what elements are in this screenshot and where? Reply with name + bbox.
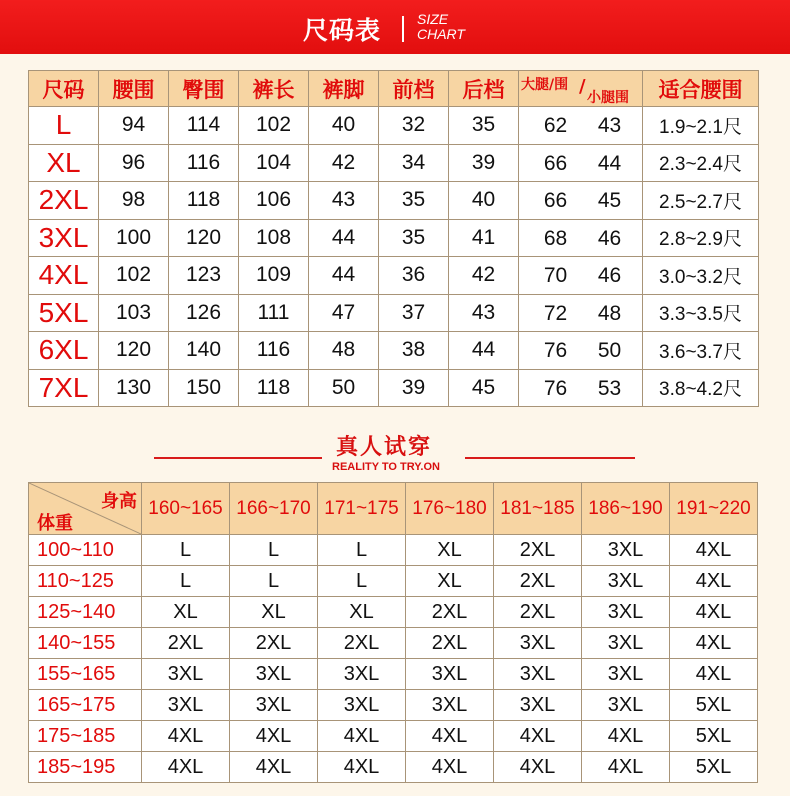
- recommended-size: L: [230, 566, 318, 597]
- recommended-size: 4XL: [670, 566, 758, 597]
- size-value: 102: [239, 107, 309, 145]
- size-value: 118: [239, 369, 309, 407]
- banner-title-en-line1: SIZE: [417, 11, 449, 27]
- recommended-size: 2XL: [494, 566, 582, 597]
- weight-range: 175~185: [29, 721, 142, 752]
- recommended-size: 2XL: [142, 628, 230, 659]
- header-thigh-slash: /: [579, 75, 586, 97]
- size-value: 42: [449, 257, 519, 295]
- fit-chart-body: [29, 535, 758, 783]
- fit-waist-value: 1.9~2.1尺: [643, 107, 759, 145]
- recommended-size: 3XL: [318, 659, 406, 690]
- recommended-size: 3XL: [230, 659, 318, 690]
- corner-height-label: 身高: [101, 491, 137, 511]
- size-value: 34: [379, 144, 449, 182]
- size-value: 103: [99, 294, 169, 332]
- thigh-value: 62: [543, 114, 568, 137]
- recommended-size: 3XL: [494, 628, 582, 659]
- calf-value: 53: [597, 376, 622, 400]
- size-value: 118: [169, 182, 239, 220]
- size-value: 116: [239, 332, 309, 370]
- recommended-size: 3XL: [582, 535, 670, 566]
- size-row: [29, 332, 759, 370]
- size-value: 38: [379, 332, 449, 370]
- recommended-size: L: [142, 535, 230, 566]
- recommended-size: 4XL: [494, 752, 582, 783]
- recommended-size: 2XL: [494, 597, 582, 628]
- recommended-size: 2XL: [318, 628, 406, 659]
- banner-title-en-line2: CHART: [417, 26, 465, 42]
- fit-row: [29, 659, 758, 690]
- size-chart-body: [29, 107, 759, 407]
- size-value: 102: [99, 257, 169, 295]
- size-label: 6XL: [29, 332, 99, 370]
- recommended-size: 3XL: [142, 659, 230, 690]
- calf-value: 46: [597, 264, 622, 287]
- size-row: [29, 294, 759, 332]
- recommended-size: 3XL: [582, 566, 670, 597]
- recommended-size: 3XL: [406, 659, 494, 690]
- header-hip: 臀围: [169, 71, 239, 107]
- fit-row: [29, 752, 758, 783]
- thigh-value: 72: [543, 301, 568, 325]
- fit-waist-value: 2.3~2.4尺: [643, 144, 759, 182]
- thigh-calf-cell: [519, 257, 643, 295]
- size-row: [29, 219, 759, 257]
- size-value: 40: [449, 182, 519, 220]
- fit-row: [29, 566, 758, 597]
- banner-separator: [402, 16, 404, 42]
- recommended-size: XL: [406, 535, 494, 566]
- thigh-calf-cell: [519, 107, 643, 145]
- fit-waist-value: 2.5~2.7尺: [643, 182, 759, 220]
- thigh-calf-cell: [519, 144, 643, 182]
- header-thigh: 大腿/围: [521, 76, 569, 93]
- recommended-size: 4XL: [142, 752, 230, 783]
- size-value: 140: [169, 332, 239, 370]
- thigh-calf-cell: [519, 332, 643, 370]
- recommended-size: 4XL: [318, 752, 406, 783]
- thigh-calf-cell: [519, 294, 643, 332]
- weight-range: 110~125: [29, 566, 142, 597]
- size-row: [29, 369, 759, 407]
- size-value: 43: [449, 294, 519, 332]
- size-value: 150: [169, 369, 239, 407]
- fit-row: [29, 535, 758, 566]
- divider-line-right: [465, 457, 635, 459]
- calf-value: 44: [597, 151, 622, 175]
- header-size: 尺码: [29, 71, 99, 107]
- thigh-value: 68: [543, 226, 568, 250]
- size-value: 32: [379, 107, 449, 145]
- size-row: [29, 144, 759, 182]
- recommended-size: 4XL: [670, 628, 758, 659]
- thigh-calf-cell: [519, 369, 643, 407]
- size-value: 100: [99, 219, 169, 257]
- recommended-size: 2XL: [230, 628, 318, 659]
- size-value: 48: [309, 332, 379, 370]
- calf-value: 46: [597, 226, 622, 250]
- recommended-size: XL: [318, 597, 406, 628]
- size-value: 111: [239, 294, 309, 332]
- size-value: 126: [169, 294, 239, 332]
- size-label: 3XL: [29, 219, 99, 257]
- size-value: 108: [239, 219, 309, 257]
- size-value: 45: [449, 369, 519, 407]
- size-label: 4XL: [29, 257, 99, 295]
- size-label: 2XL: [29, 182, 99, 220]
- size-value: 98: [99, 182, 169, 220]
- recommended-size: 4XL: [230, 721, 318, 752]
- fit-row: [29, 690, 758, 721]
- weight-range: 165~175: [29, 690, 142, 721]
- size-value: 40: [309, 107, 379, 145]
- recommended-size: XL: [142, 597, 230, 628]
- section-title-cn: 真人试穿: [336, 435, 433, 460]
- recommended-size: 4XL: [230, 752, 318, 783]
- recommended-size: L: [318, 535, 406, 566]
- recommended-size: 5XL: [670, 752, 758, 783]
- size-label: 7XL: [29, 369, 99, 407]
- height-range-header: 166~170: [230, 483, 318, 535]
- thigh-value: 76: [543, 376, 568, 400]
- size-value: 123: [169, 257, 239, 295]
- recommended-size: 3XL: [494, 690, 582, 721]
- header-leg-opening: 裤脚: [309, 71, 379, 107]
- recommended-size: XL: [406, 566, 494, 597]
- thigh-header-wrap: [519, 72, 642, 106]
- size-label: L: [29, 107, 99, 145]
- height-range-header: 160~165: [142, 483, 230, 535]
- size-value: 94: [99, 107, 169, 145]
- recommended-size: 4XL: [582, 752, 670, 783]
- fit-waist-value: 2.8~2.9尺: [643, 219, 759, 257]
- calf-value: 50: [597, 339, 622, 362]
- calf-value: 48: [597, 301, 622, 325]
- calf-value: 43: [597, 114, 622, 137]
- recommended-size: 4XL: [406, 752, 494, 783]
- size-value: 130: [99, 369, 169, 407]
- size-value: 50: [309, 369, 379, 407]
- size-value: 35: [379, 182, 449, 220]
- fit-waist-value: 3.0~3.2尺: [643, 257, 759, 295]
- height-range-header: 176~180: [406, 483, 494, 535]
- thigh-value: 76: [543, 339, 568, 362]
- header-calf: 小腿围: [587, 89, 629, 106]
- weight-range: 100~110: [29, 535, 142, 566]
- section-title-en: REALITY TO TRY.ON: [332, 461, 440, 473]
- fit-chart-header-row: [29, 483, 758, 535]
- weight-range: 155~165: [29, 659, 142, 690]
- fit-chart-table: [28, 482, 758, 783]
- fit-waist-value: 3.3~3.5尺: [643, 294, 759, 332]
- height-range-header: 191~220: [670, 483, 758, 535]
- recommended-size: 5XL: [670, 690, 758, 721]
- size-value: 35: [449, 107, 519, 145]
- recommended-size: 3XL: [318, 690, 406, 721]
- recommended-size: 3XL: [230, 690, 318, 721]
- recommended-size: 3XL: [494, 659, 582, 690]
- size-value: 43: [309, 182, 379, 220]
- recommended-size: 4XL: [670, 535, 758, 566]
- corner-weight-label: 体重: [37, 513, 73, 533]
- recommended-size: 4XL: [318, 721, 406, 752]
- divider-line-left: [154, 457, 322, 459]
- size-value: 96: [99, 144, 169, 182]
- recommended-size: L: [318, 566, 406, 597]
- fit-row: [29, 721, 758, 752]
- recommended-size: 4XL: [582, 721, 670, 752]
- size-value: 35: [379, 219, 449, 257]
- size-value: 44: [309, 219, 379, 257]
- size-value: 42: [309, 144, 379, 182]
- size-value: 39: [449, 144, 519, 182]
- size-chart-table: [28, 70, 759, 407]
- recommended-size: L: [142, 566, 230, 597]
- recommended-size: 4XL: [142, 721, 230, 752]
- size-value: 120: [99, 332, 169, 370]
- calf-value: 45: [597, 189, 622, 212]
- size-chart-header-row: [29, 71, 759, 107]
- recommended-size: 3XL: [582, 690, 670, 721]
- header-length: 裤长: [239, 71, 309, 107]
- recommended-size: L: [230, 535, 318, 566]
- recommended-size: 4XL: [406, 721, 494, 752]
- header-banner: [0, 0, 790, 54]
- height-range-header: 181~185: [494, 483, 582, 535]
- size-value: 41: [449, 219, 519, 257]
- corner-cell: [29, 483, 142, 535]
- size-value: 104: [239, 144, 309, 182]
- height-range-header: 171~175: [318, 483, 406, 535]
- size-value: 39: [379, 369, 449, 407]
- fit-waist-value: 3.6~3.7尺: [643, 332, 759, 370]
- fit-row: [29, 597, 758, 628]
- size-row: [29, 107, 759, 145]
- size-value: 116: [169, 144, 239, 182]
- thigh-calf-cell: [519, 219, 643, 257]
- header-waist: 腰围: [99, 71, 169, 107]
- size-value: 44: [309, 257, 379, 295]
- fit-row: [29, 628, 758, 659]
- recommended-size: 4XL: [670, 597, 758, 628]
- size-label: XL: [29, 144, 99, 182]
- recommended-size: 2XL: [406, 628, 494, 659]
- header-fit-waist: 适合腰围: [643, 71, 759, 107]
- thigh-value: 70: [543, 264, 568, 287]
- size-value: 37: [379, 294, 449, 332]
- size-value: 106: [239, 182, 309, 220]
- size-value: 44: [449, 332, 519, 370]
- header-front-rise: 前档: [379, 71, 449, 107]
- weight-range: 140~155: [29, 628, 142, 659]
- recommended-size: 3XL: [582, 628, 670, 659]
- header-back-rise: 后档: [449, 71, 519, 107]
- recommended-size: 3XL: [582, 659, 670, 690]
- recommended-size: 5XL: [670, 721, 758, 752]
- size-row: [29, 182, 759, 220]
- header-thigh-calf: [519, 71, 643, 107]
- weight-range: 125~140: [29, 597, 142, 628]
- size-value: 120: [169, 219, 239, 257]
- recommended-size: 4XL: [494, 721, 582, 752]
- recommended-size: 4XL: [670, 659, 758, 690]
- banner-title-en: [417, 12, 487, 42]
- recommended-size: 3XL: [406, 690, 494, 721]
- size-row: [29, 257, 759, 295]
- thigh-value: 66: [543, 189, 568, 212]
- recommended-size: XL: [230, 597, 318, 628]
- recommended-size: 2XL: [494, 535, 582, 566]
- height-range-header: 186~190: [582, 483, 670, 535]
- weight-range: 185~195: [29, 752, 142, 783]
- size-label: 5XL: [29, 294, 99, 332]
- thigh-calf-cell: [519, 182, 643, 220]
- fit-waist-value: 3.8~4.2尺: [643, 369, 759, 407]
- recommended-size: 3XL: [582, 597, 670, 628]
- size-value: 47: [309, 294, 379, 332]
- recommended-size: 2XL: [406, 597, 494, 628]
- recommended-size: 3XL: [142, 690, 230, 721]
- thigh-value: 66: [543, 151, 568, 175]
- size-value: 36: [379, 257, 449, 295]
- size-value: 109: [239, 257, 309, 295]
- banner-title-cn: 尺码表: [303, 16, 382, 45]
- size-value: 114: [169, 107, 239, 145]
